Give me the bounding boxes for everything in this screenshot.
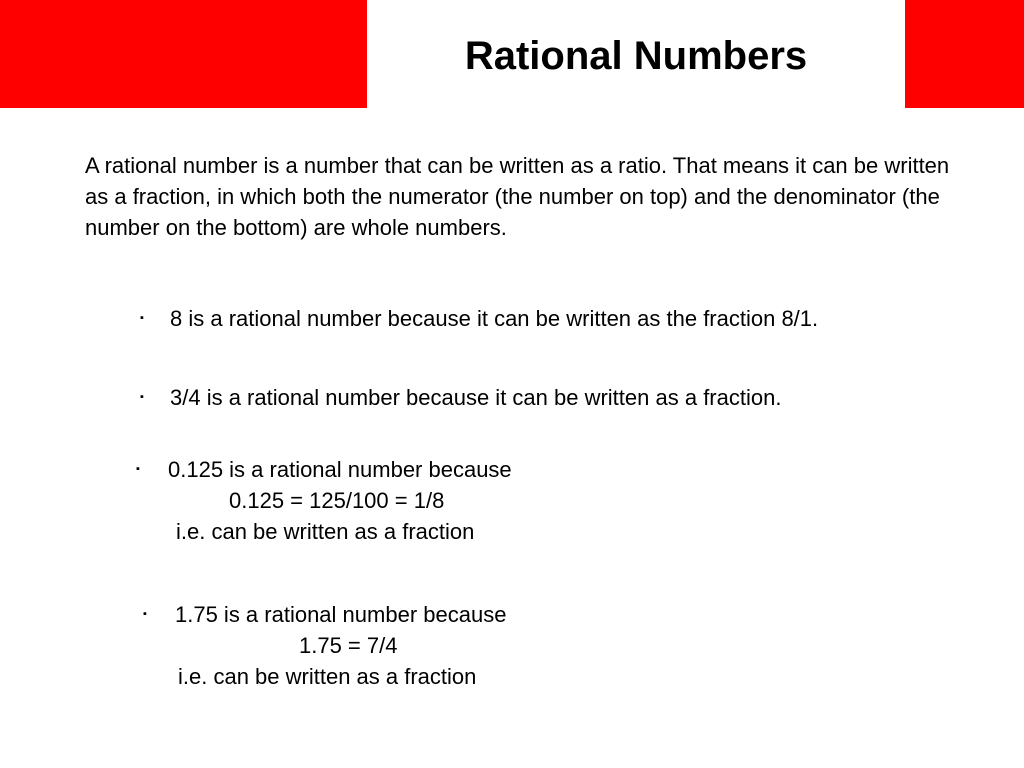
bullet-item-3-4 bbox=[140, 382, 781, 413]
bullet-text: 8 is a rational number because it can be written as the fraction 8/1. bbox=[170, 306, 819, 331]
intro-paragraph: A rational number is a number that can be written as a ratio. That means it can be written as a fraction, in which both the numerator (the number on top) and the denominator (the number on the bottom) are whole numbers. bbox=[85, 153, 950, 240]
slide-title: Rational Numbers bbox=[464, 34, 808, 78]
square-bullet-icon: ▪ bbox=[136, 463, 140, 475]
red-header-block-left bbox=[0, 0, 367, 108]
bullet-item-8 bbox=[140, 303, 818, 334]
bullet-text: 0.125 is a rational number because bbox=[168, 457, 512, 482]
square-bullet-icon: ▪ bbox=[140, 312, 144, 324]
bullet-text: 3/4 is a rational number because it can be written as a fraction. bbox=[170, 385, 782, 410]
bullet-equation: 0.125 = 125/100 = 1/8 bbox=[229, 488, 445, 513]
bullet-item-0-125 bbox=[136, 454, 512, 544]
square-bullet-icon: ▪ bbox=[140, 391, 144, 403]
bullet-equation: 1.75 = 7/4 bbox=[299, 633, 398, 658]
red-header-block-right bbox=[905, 0, 1024, 108]
bullet-text: 1.75 is a rational number because bbox=[175, 602, 507, 627]
bullet-note: i.e. can be written as a fraction bbox=[178, 664, 477, 689]
bullet-item-1-75 bbox=[143, 599, 507, 689]
square-bullet-icon: ▪ bbox=[143, 608, 147, 620]
bullet-note: i.e. can be written as a fraction bbox=[176, 519, 475, 544]
